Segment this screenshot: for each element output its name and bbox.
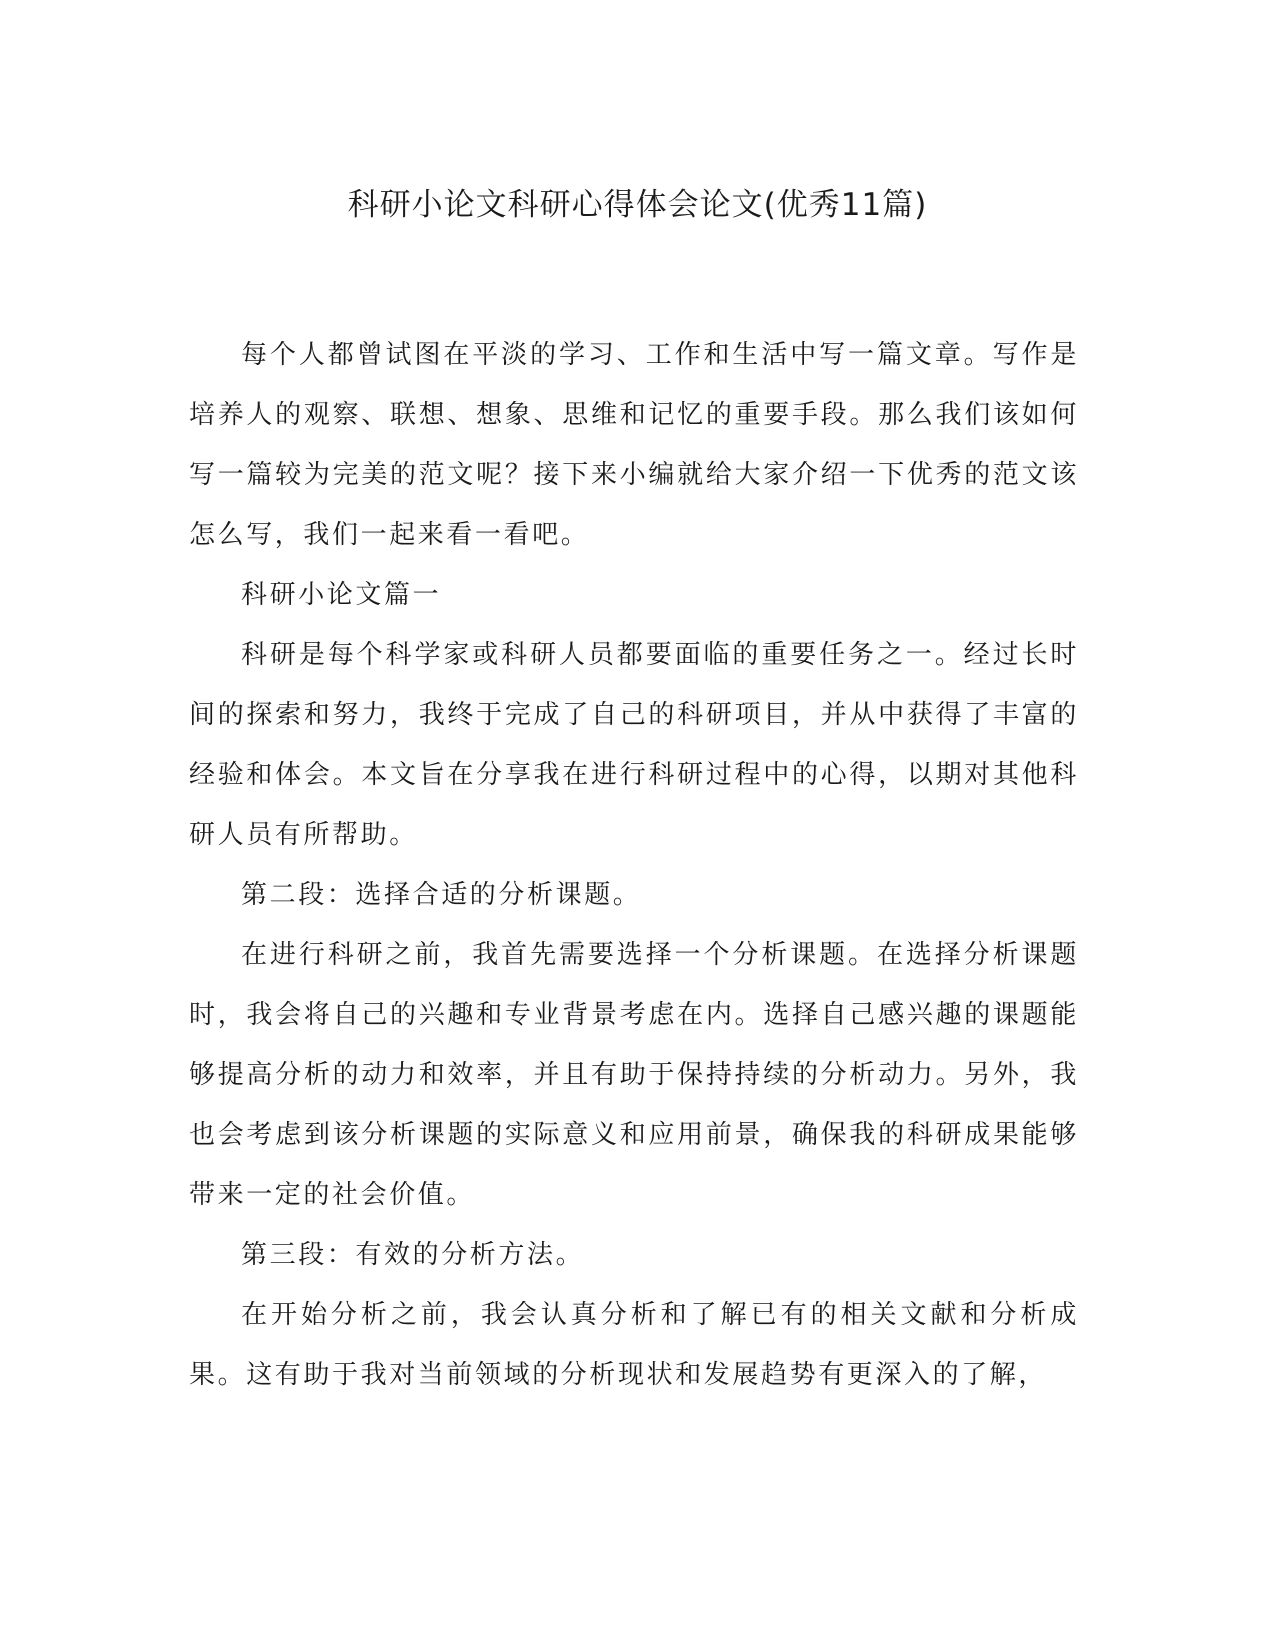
document-body — [189, 325, 1079, 1405]
body-paragraph: 科研是每个科学家或科研人员都要面临的重要任务之一。经过长时间的探索和努力，我终于完成了自己的科研项目，并从中获得了丰富的经验和体会。本文旨在分享我在进行科研过程中的心得，以期对其他科研人员有所帮助。 — [189, 640, 1079, 850]
document-title: 科研小论文科研心得体会论文(优秀11篇) — [347, 187, 928, 223]
section-heading-paragraph-two: 第二段：选择合适的分析课题。 — [241, 880, 642, 910]
intro-paragraph: 每个人都曾试图在平淡的学习、工作和生活中写一篇文章。写作是培养人的观察、联想、想象、思维和记忆的重要手段。那么我们该如何写一篇较为完美的范文呢？接下来小编就给大家介绍一下优秀的范文该怎么写，我们一起来看一看吧。 — [189, 340, 1079, 550]
section-heading-part-one: 科研小论文篇一 — [241, 580, 442, 610]
body-paragraph: 在开始分析之前，我会认真分析和了解已有的相关文献和分析成果。这有助于我对当前领域的分析现状和发展趋势有更深入的了解， — [189, 1300, 1079, 1390]
body-paragraph: 在进行科研之前，我首先需要选择一个分析课题。在选择分析课题时，我会将自己的兴趣和专业背景考虑在内。选择自己感兴趣的课题能够提高分析的动力和效率，并且有助于保持持续的分析动力。另外，我也会考虑到该分析课题的实际意义和应用前景，确保我的科研成果能够带来一定的社会价值。 — [189, 940, 1079, 1210]
section-heading-paragraph-three: 第三段：有效的分析方法。 — [241, 1240, 585, 1270]
